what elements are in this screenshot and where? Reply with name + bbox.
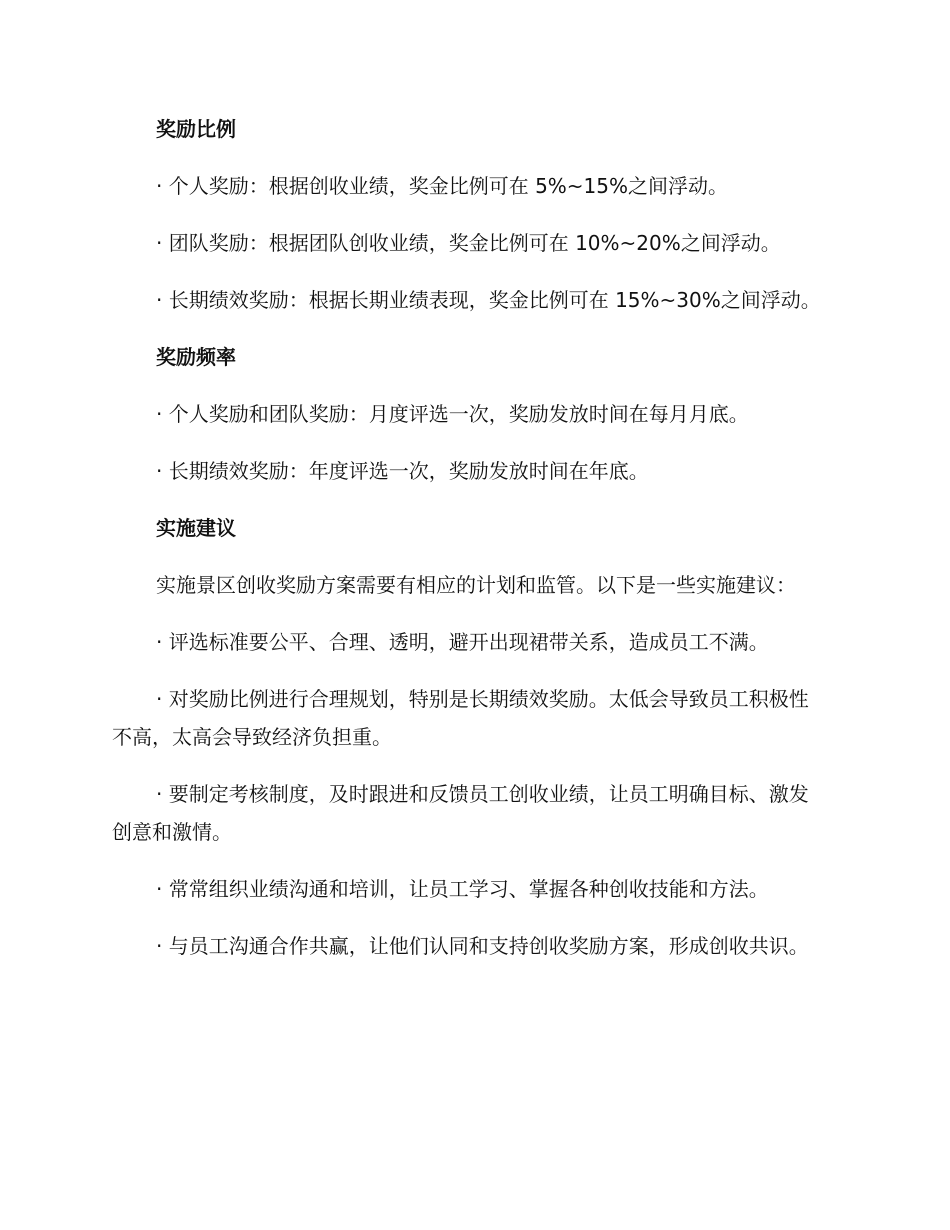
paragraph-team-reward: · 团队奖励：根据团队创收业绩，奖金比例可在 10%~20%之间浮动。 (156, 231, 781, 255)
section-heading-implementation: 实施建议 (156, 516, 236, 540)
paragraph-training: · 常常组织业绩沟通和培训，让员工学习、掌握各种创收技能和方法。 (156, 877, 769, 901)
section-heading-reward-ratio: 奖励比例 (156, 117, 236, 141)
paragraph-annual-frequency: · 长期绩效奖励：年度评选一次，奖励发放时间在年底。 (156, 459, 649, 483)
paragraph-assessment-system: · 要制定考核制度，及时跟进和反馈员工创收业绩，让员工明确目标、激发创意和激情。 (112, 782, 809, 844)
paragraph-ratio-planning: · 对奖励比例进行合理规划，特别是长期绩效奖励。太低会导致员工积极性不高，太高会导致经济负担重。 (112, 687, 809, 749)
section-heading-reward-frequency: 奖励频率 (156, 345, 236, 369)
paragraph-long-term-reward: · 长期绩效奖励：根据长期业绩表现，奖金比例可在 15%~30%之间浮动。 (156, 288, 821, 312)
paragraph-implementation-intro: 实施景区创收奖励方案需要有相应的计划和监管。以下是一些实施建议： (156, 573, 796, 597)
paragraph-monthly-frequency: · 个人奖励和团队奖励：月度评选一次，奖励发放时间在每月月底。 (156, 402, 749, 426)
paragraph-fair-criteria: · 评选标准要公平、合理、透明，避开出现裙带关系，造成员工不满。 (156, 630, 769, 654)
document-body (112, 110, 824, 984)
paragraph-individual-reward: · 个人奖励：根据创收业绩，奖金比例可在 5%~15%之间浮动。 (156, 174, 729, 198)
paragraph-win-win: · 与员工沟通合作共赢，让他们认同和支持创收奖励方案，形成创收共识。 (156, 934, 809, 958)
